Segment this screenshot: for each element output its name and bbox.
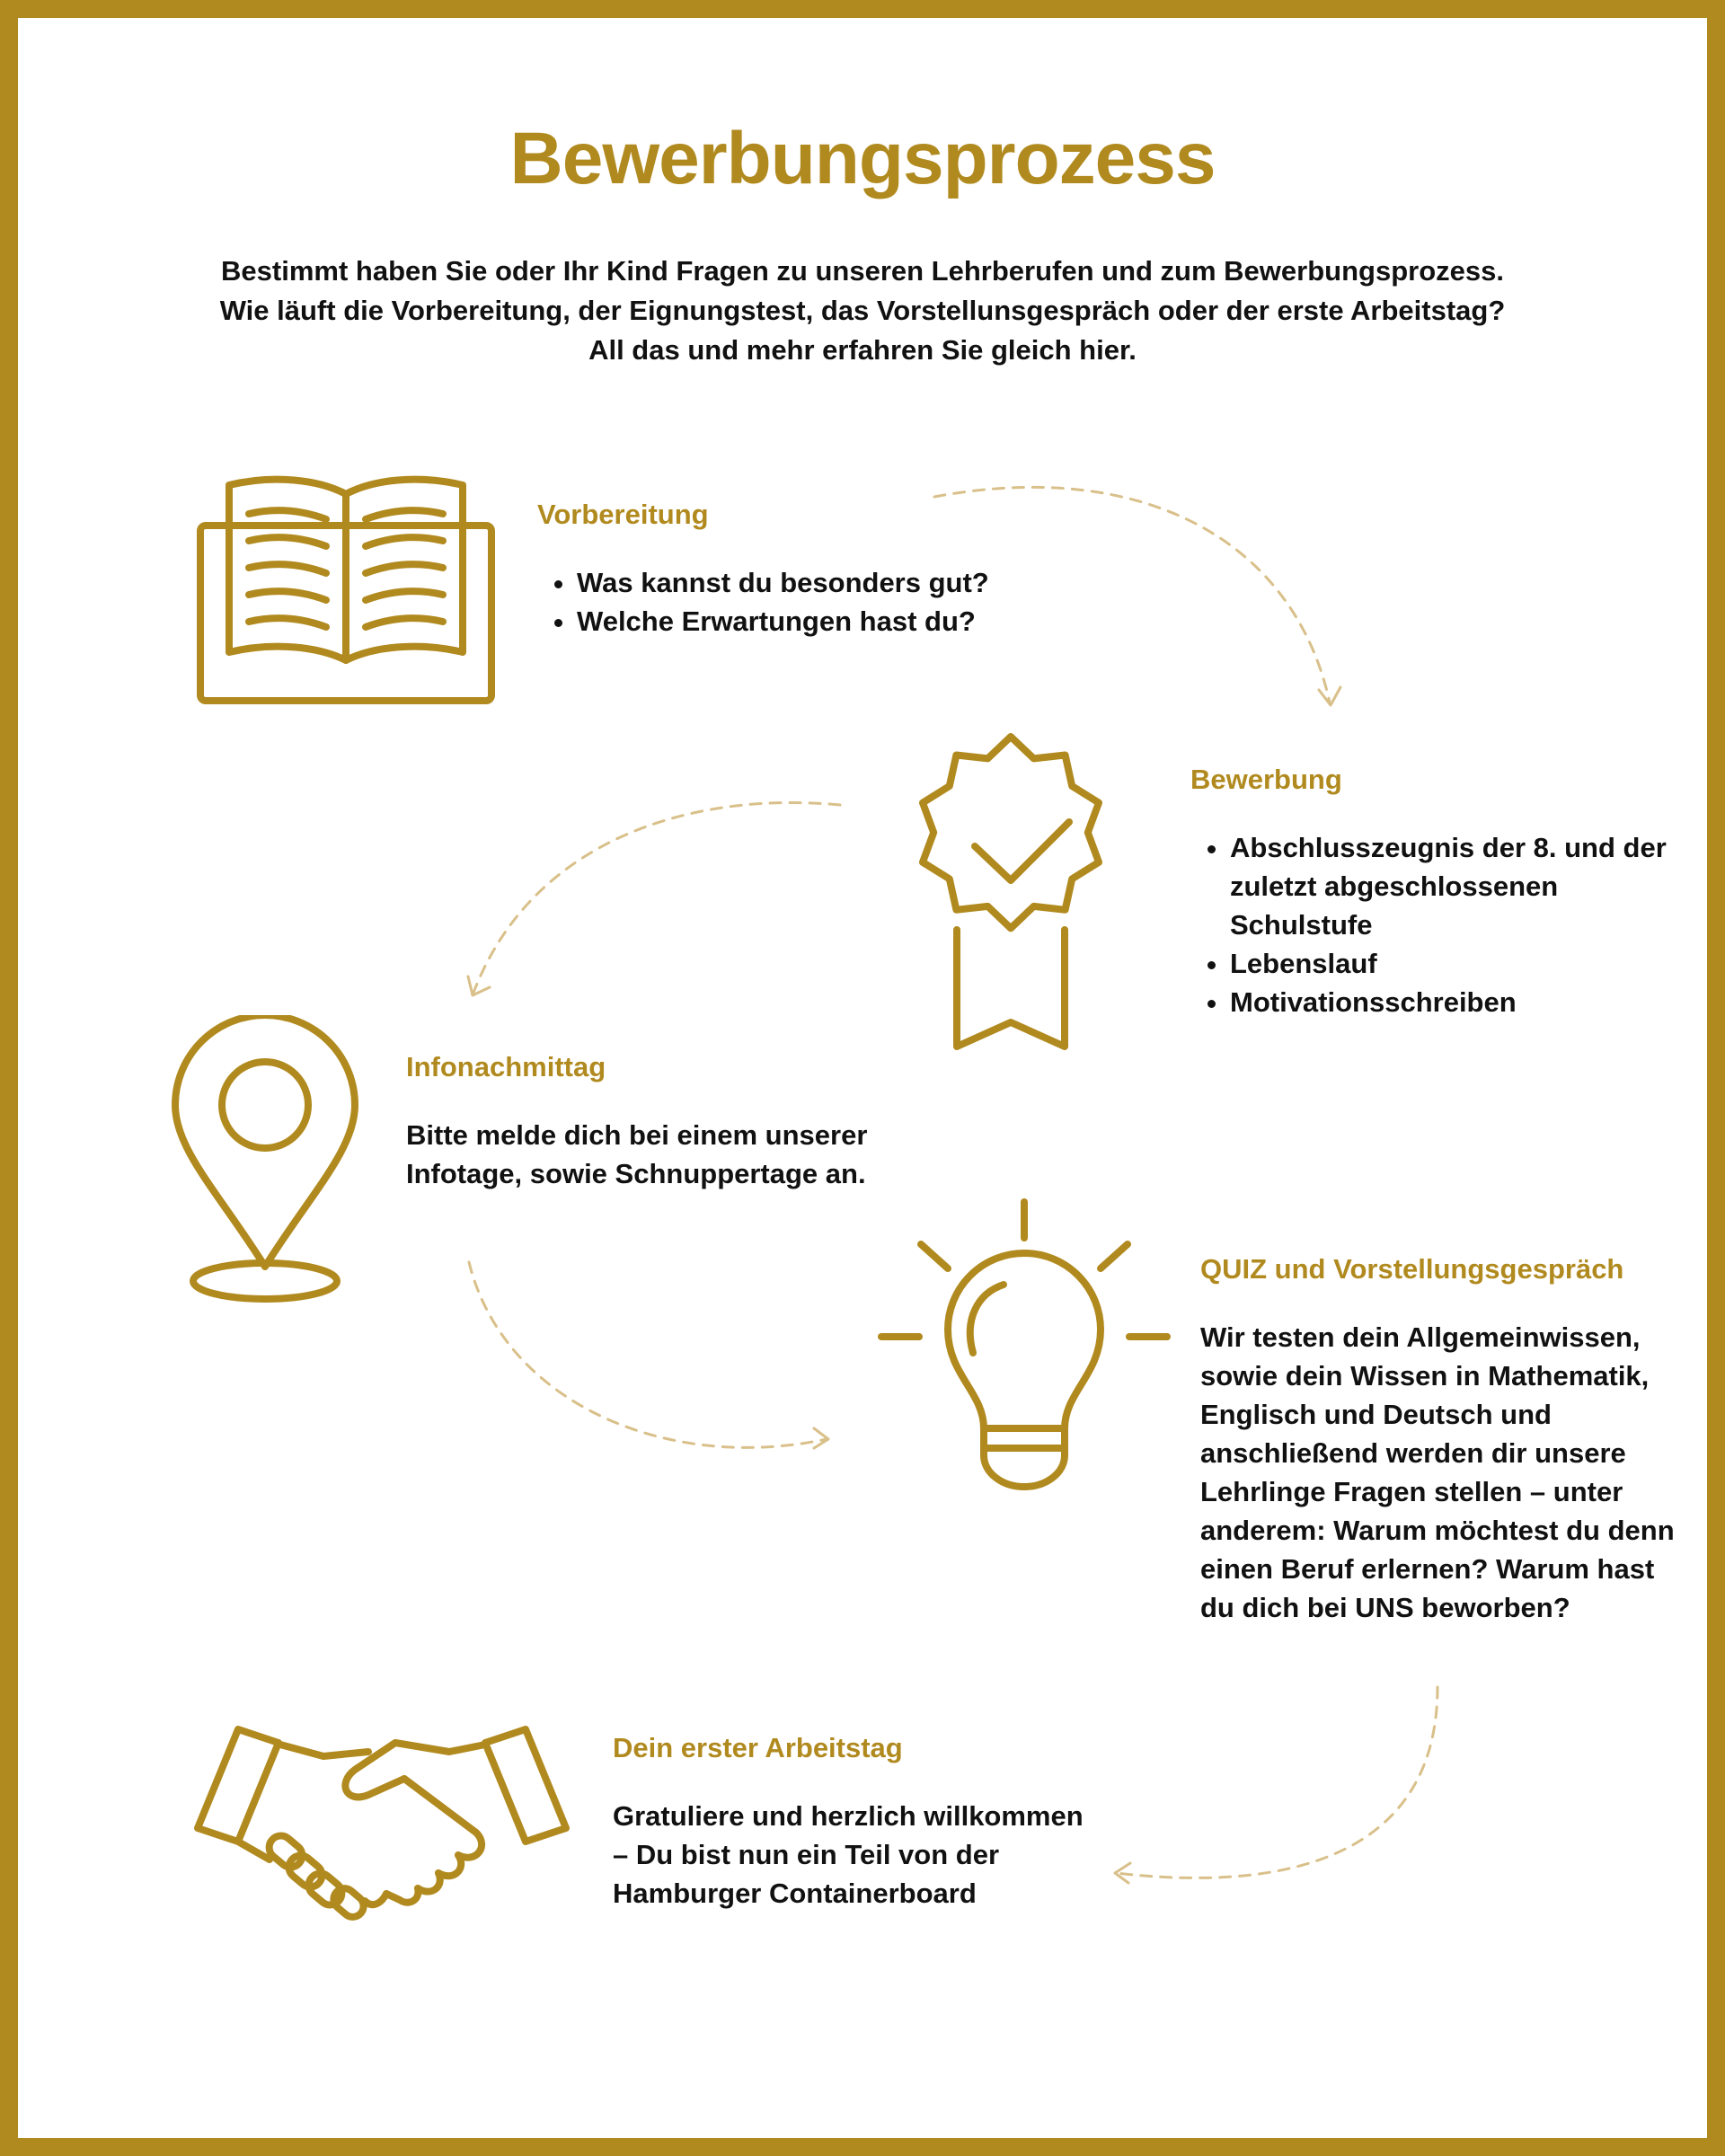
arrow-bewerbung-to-infonachmittag [473,803,840,993]
intro-line-1: Bestimmt haben Sie oder Ihr Kind Fragen zu unseren Lehrberufen und zum Bewerbungsprozess. [221,255,1504,287]
step-bewerbung [1190,764,1694,1021]
step-quiz-line-6: anderem: Warum möchtest du denn [1200,1515,1675,1546]
arrow-quiz-to-arbeitstag [1116,1687,1438,1878]
list-item: • Lebenslauf [1230,944,1694,983]
step-vorbereitung [537,499,1004,641]
list-item: • Motivationsschreiben [1230,983,1694,1021]
step-quiz-line-4: anschließend werden dir unsere [1200,1437,1626,1469]
step-quiz-line-3: Englisch und Deutsch und [1200,1399,1552,1430]
step-infonachmittag-heading: Infonachmittag [406,1051,606,1082]
arrowhead-1 [1319,687,1340,705]
step-arbeitstag-line-3: Hamburger Containerboard [613,1878,977,1909]
step-vorbereitung-heading: Vorbereitung [537,499,709,530]
step-quiz-heading: QUIZ und Vorstellungsgespräch [1200,1253,1624,1285]
step-arbeitstag-heading: Dein erster Arbeitstag [613,1732,903,1763]
step-quiz-line-1: Wir testen dein Allgemeinwissen, [1200,1321,1641,1353]
step-arbeitstag-line-1: Gratuliere und herzlich willkommen [613,1800,1084,1832]
step-infonachmittag [406,1051,909,1193]
arrowhead-3 [814,1428,828,1448]
step-infonachmittag-line-1: Bitte melde dich bei einem unserer [406,1119,868,1151]
step-arbeitstag-line-2: – Du bist nun ein Teil von der [613,1839,1000,1870]
step-bewerbung-list [1190,828,1694,1021]
award-badge-icon [876,728,1146,1060]
map-pin-icon [166,1015,364,1307]
step-quiz [1200,1253,1703,1627]
page-title: Bewerbungsprozess [509,118,1216,199]
step-vorbereitung-list [537,563,1004,641]
intro-line-2: Wie läuft die Vorbereitung, der Eignungstest, das Vorstellunsgespräch oder der erste Arbeitstag? [219,295,1506,326]
step-quiz-line-8: du dich bei UNS beworben? [1200,1592,1570,1623]
list-item: • Was kannst du besonders gut? [577,563,1004,602]
lightbulb-icon [876,1195,1172,1491]
step-infonachmittag-line-2: Infotage, sowie Schnuppertage an. [406,1158,866,1189]
list-item: • Welche Erwartungen hast du? [577,602,1004,641]
arrow-infonachmittag-to-quiz [469,1262,827,1447]
step-quiz-line-2: sowie dein Wissen in Mathematik, [1200,1360,1650,1392]
intro-line-3: All das und mehr erfahren Sie gleich hier. [588,334,1137,366]
step-bewerbung-heading: Bewerbung [1190,764,1342,795]
open-book-icon [193,467,499,710]
step-quiz-line-7: einen Beruf erlernen? Warum hast [1200,1553,1655,1585]
arrowhead-2 [468,976,490,995]
list-item: • Abschlusszeugnis der 8. und der zuletzt abgeschlossenen Schulstufe [1230,828,1694,944]
step-quiz-line-5: Lehrlinge Fragen stellen – unter [1200,1476,1623,1507]
step-arbeitstag [613,1732,1116,1913]
handshake-icon [189,1689,575,1931]
